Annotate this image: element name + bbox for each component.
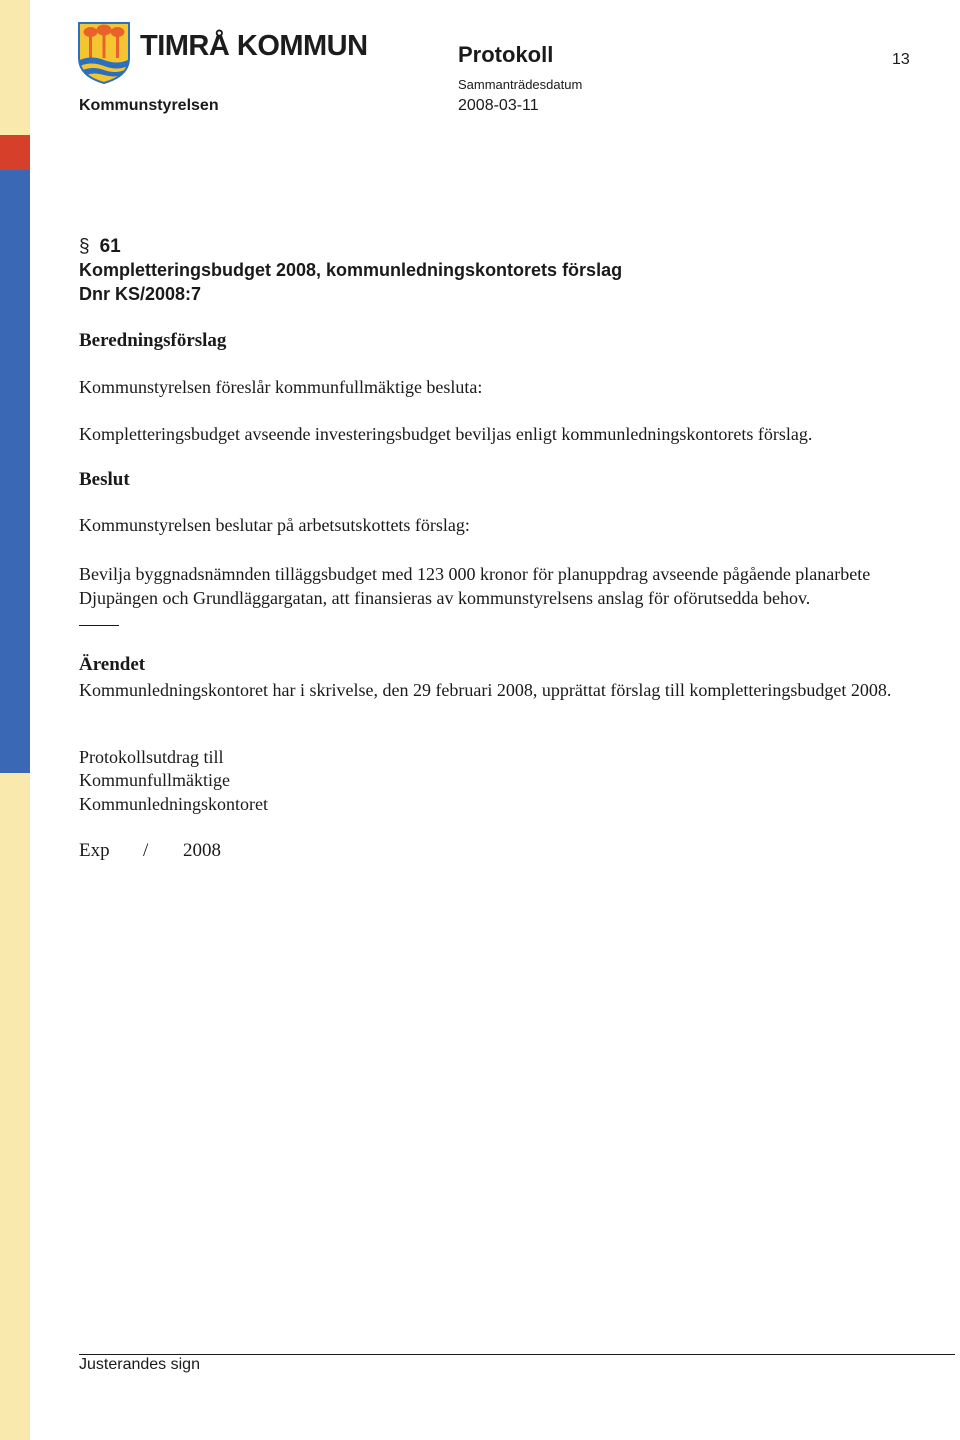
side-stripe-red (0, 135, 30, 170)
expedition-year: 2008 (183, 840, 221, 861)
expedition-separator: / (143, 840, 149, 861)
document-title: Protokoll (458, 42, 554, 67)
beslut-label: Beslut (79, 469, 130, 490)
expedition-label: Exp (79, 840, 110, 861)
distribution-recipient: Kommunledningskontoret (79, 794, 268, 814)
paragraph-number: 61 (99, 236, 121, 257)
expedition-line (79, 840, 221, 862)
municipality-logo-text: TIMRÅ KOMMUN (140, 30, 368, 62)
arendet-label: Ärendet (79, 654, 146, 675)
section-divider (79, 625, 119, 626)
paragraph-number-line (79, 236, 121, 258)
distribution-recipient: Kommunfullmäktige (79, 770, 230, 790)
beslut-intro: Kommunstyrelsen beslutar på arbetsutskottets förslag: (79, 515, 470, 535)
side-stripe-yellow-top (0, 0, 30, 135)
case-number: Dnr KS/2008:7 (79, 284, 202, 304)
beredning-intro: Kommunstyrelsen föreslår kommunfullmäktige besluta: (79, 377, 483, 397)
signature-label: Justerandes sign (79, 1356, 200, 1373)
beredning-text: Kompletteringsbudget avseende investeringsbudget beviljas enligt kommunledningskontorets förslag. (79, 424, 813, 444)
beslut-text: Bevilja byggnadsnämnden tilläggsbudget med 123 000 kronor för planuppdrag avseende pågående planarbete Djupängen och Grundläggargatan, att finansieras av kommunstyrelsens anslag för oförutsedda behov. (79, 564, 871, 608)
meeting-date-label: Sammanträdesdatum (458, 77, 583, 92)
paragraph-sign: § (79, 236, 90, 257)
side-stripe-blue (0, 170, 30, 773)
signature-rule (79, 1354, 955, 1355)
meeting-date: 2008-03-11 (458, 97, 539, 114)
section-title: Kompletteringsbudget 2008, kommunledningskontorets förslag (79, 260, 623, 280)
department-name: Kommunstyrelsen (79, 97, 219, 114)
beredning-label: Beredningsförslag (79, 330, 227, 351)
page-number: 13 (892, 51, 910, 68)
distribution-heading: Protokollsutdrag till (79, 747, 224, 767)
arendet-text: Kommunledningskontoret har i skrivelse, den 29 februari 2008, upprättat förslag till kompletteringsbudget 2008. (79, 680, 892, 700)
side-stripe-yellow-bottom (0, 773, 30, 1440)
timra-coat-of-arms-logo (78, 22, 130, 84)
